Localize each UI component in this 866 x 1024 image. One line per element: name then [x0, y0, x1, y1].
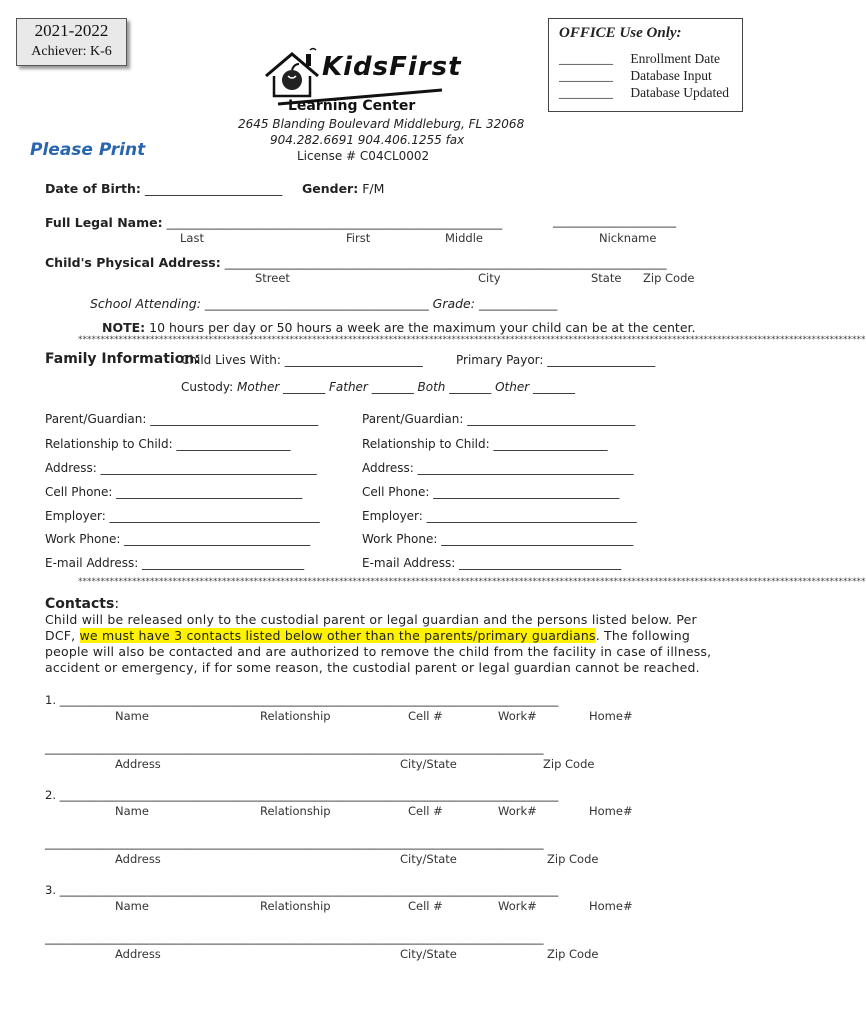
custody-option: Father	[328, 380, 368, 394]
contact-2-address-line[interactable]: ______________________________________________________________________________________	[45, 836, 544, 850]
school-line: ________________________________________	[204, 298, 429, 311]
program-name: Achiever: K-6	[31, 44, 112, 59]
school-field[interactable]	[90, 296, 557, 311]
gender-field[interactable]	[302, 181, 384, 196]
label-relationship: Relationship	[260, 899, 331, 913]
contact-number: 2.	[45, 788, 57, 802]
label-relationship: Relationship	[260, 804, 331, 818]
gender-value: F/M	[362, 181, 385, 196]
label-home: Home#	[589, 804, 633, 818]
contacts-colon: :	[114, 596, 120, 612]
grade-label: Grade:	[432, 296, 475, 311]
contact-3-line[interactable]	[45, 883, 558, 897]
contact-2-line[interactable]	[45, 788, 558, 802]
office-blank: ________	[559, 85, 613, 100]
parent1-cell-field[interactable]: Cell Phone: _______________________________	[45, 485, 303, 499]
label-city-state: City/State	[400, 947, 457, 961]
contact-1-address-line[interactable]: ______________________________________________________________________________________	[45, 741, 544, 755]
sub-label-state: State	[591, 271, 622, 285]
grade-line: ______________	[478, 298, 558, 311]
logo-subtitle: Learning Center	[288, 98, 416, 114]
office-title: OFFICE Use Only:	[559, 25, 682, 41]
school-year: 2021-2022	[34, 21, 109, 40]
divider: *******************************************************************************************************************************************************************************	[78, 335, 866, 345]
contact-1-line[interactable]	[45, 693, 558, 707]
label-work: Work#	[498, 804, 537, 818]
label-cell: Cell #	[408, 804, 443, 818]
label-work: Work#	[498, 709, 537, 723]
parent1-relationship-field[interactable]: Relationship to Child: ___________________	[45, 437, 291, 451]
sub-label-first: First	[346, 231, 371, 245]
parent2-email-field[interactable]: E-mail Address: ___________________________	[362, 556, 622, 570]
office-row	[559, 68, 712, 84]
para-text: . The following people will also be contacted and are authorized to remove the child from the facility in case of illness, accident or emergency, if for some reason, the custodial parent or legal guardian cannot be reached.	[45, 628, 712, 675]
custody-option: Both	[417, 380, 446, 394]
custody-blank: _______	[449, 380, 492, 394]
contact-blank: ______________________________________________________________________________________	[59, 788, 559, 802]
custody-blank: _______	[371, 380, 414, 394]
office-row	[559, 85, 729, 101]
parent2-work-phone-field[interactable]: Work Phone: ________________________________	[362, 532, 634, 546]
dob-field[interactable]	[45, 181, 282, 196]
lives-with-field[interactable]: Child Lives With: _______________________	[181, 353, 423, 367]
label-address: Address	[115, 852, 161, 866]
label-city-state: City/State	[400, 852, 457, 866]
label-zip: Zip Code	[543, 757, 595, 771]
contacts-instructions	[45, 612, 725, 676]
label-address: Address	[115, 947, 161, 961]
label-relationship: Relationship	[260, 709, 331, 723]
dob-label: Date of Birth:	[45, 181, 141, 196]
nickname-line[interactable]: ______________________	[553, 215, 677, 228]
para-highlight: we must have 3 contacts listed below other than the parents/primary guardians	[79, 628, 596, 643]
center-phone: 904.282.6691 904.406.1255 fax	[270, 133, 465, 147]
label-name: Name	[115, 804, 149, 818]
label-home: Home#	[589, 899, 633, 913]
label-home: Home#	[589, 709, 633, 723]
parent1-email-field[interactable]: E-mail Address: ___________________________	[45, 556, 305, 570]
parent1-employer-field[interactable]: Employer: ___________________________________	[45, 509, 320, 523]
office-use-box	[548, 18, 743, 112]
gender-label: Gender:	[302, 181, 359, 196]
center-license: License # C04CL0002	[297, 149, 430, 163]
center-address: 2645 Blanding Boulevard Middleburg, FL 32068	[238, 117, 525, 131]
contacts-title: Contacts	[45, 596, 115, 612]
physical-address-label: Child's Physical Address:	[45, 255, 221, 270]
please-print-heading: Please Print	[30, 140, 146, 160]
label-address: Address	[115, 757, 161, 771]
label-zip: Zip Code	[547, 852, 599, 866]
parent2-cell-field[interactable]: Cell Phone: _______________________________	[362, 485, 620, 499]
full-name-line: ____________________________________________________________	[166, 217, 503, 230]
kidsfirst-logo	[262, 46, 462, 118]
parent1-address-field[interactable]: Address: ____________________________________	[45, 461, 317, 475]
custody-option: Other	[495, 380, 530, 394]
parent1-name-field[interactable]: Parent/Guardian: ____________________________	[45, 412, 319, 426]
physical-address-line: _______________________________________________________________________________	[224, 257, 667, 270]
label-zip: Zip Code	[547, 947, 599, 961]
physical-address-field[interactable]	[45, 255, 667, 270]
contacts-heading	[45, 596, 119, 612]
custody-blank: _______	[532, 380, 575, 394]
sub-label-city: City	[478, 271, 501, 285]
school-label: School Attending:	[90, 296, 201, 311]
note-text: 10 hours per day or 50 hours a week are the maximum your child can be at the center.	[145, 320, 696, 335]
custody-label: Custody:	[181, 380, 234, 394]
parent2-relationship-field[interactable]: Relationship to Child: ___________________	[362, 437, 608, 451]
contact-3-address-line[interactable]: ______________________________________________________________________________________	[45, 931, 544, 945]
sub-label-last: Last	[180, 231, 204, 245]
label-name: Name	[115, 709, 149, 723]
label-cell: Cell #	[408, 709, 443, 723]
parent2-address-field[interactable]: Address: ____________________________________	[362, 461, 634, 475]
logo-brand-text: KidsFirst	[322, 52, 462, 82]
office-blank: ________	[559, 68, 613, 83]
dob-line: ______________________	[144, 181, 283, 196]
office-item-label: Database Updated	[630, 85, 729, 100]
primary-payor-field[interactable]: Primary Payor: __________________	[456, 353, 656, 367]
contact-blank: ______________________________________________________________________________________	[59, 883, 559, 897]
office-item-label: Database Input	[630, 68, 712, 83]
family-info-heading: Family Information:	[45, 351, 200, 367]
sub-label-middle: Middle	[445, 231, 483, 245]
full-name-label: Full Legal Name:	[45, 215, 163, 230]
note-label: NOTE:	[102, 320, 146, 335]
office-blank: ________	[559, 51, 613, 66]
label-city-state: City/State	[400, 757, 457, 771]
contact-number: 1.	[45, 693, 57, 707]
custody-option: Mother	[237, 380, 280, 394]
label-name: Name	[115, 899, 149, 913]
year-badge	[16, 18, 127, 66]
para-text: Child will be released only to the custodial parent or legal guardian and the persons listed below. Per DCF,	[45, 612, 697, 643]
sub-label-street: Street	[255, 271, 290, 285]
hours-note	[102, 320, 696, 335]
parent1-work-phone-field[interactable]: Work Phone: _______________________________	[45, 532, 311, 546]
custody-blank: _______	[283, 380, 326, 394]
parent2-name-field[interactable]: Parent/Guardian: ____________________________	[362, 412, 636, 426]
contact-number: 3.	[45, 883, 57, 897]
label-work: Work#	[498, 899, 537, 913]
office-row	[559, 51, 720, 67]
sub-label-nickname: Nickname	[599, 231, 657, 245]
contact-blank: ______________________________________________________________________________________	[59, 693, 559, 707]
office-item-label: Enrollment Date	[630, 51, 720, 66]
divider: *******************************************************************************************************************************************************************************	[78, 577, 866, 587]
custody-field[interactable]	[181, 380, 575, 394]
sub-label-zip: Zip Code	[643, 271, 695, 285]
full-name-field[interactable]	[45, 215, 502, 230]
parent2-employer-field[interactable]: Employer: ___________________________________	[362, 509, 637, 523]
label-cell: Cell #	[408, 899, 443, 913]
